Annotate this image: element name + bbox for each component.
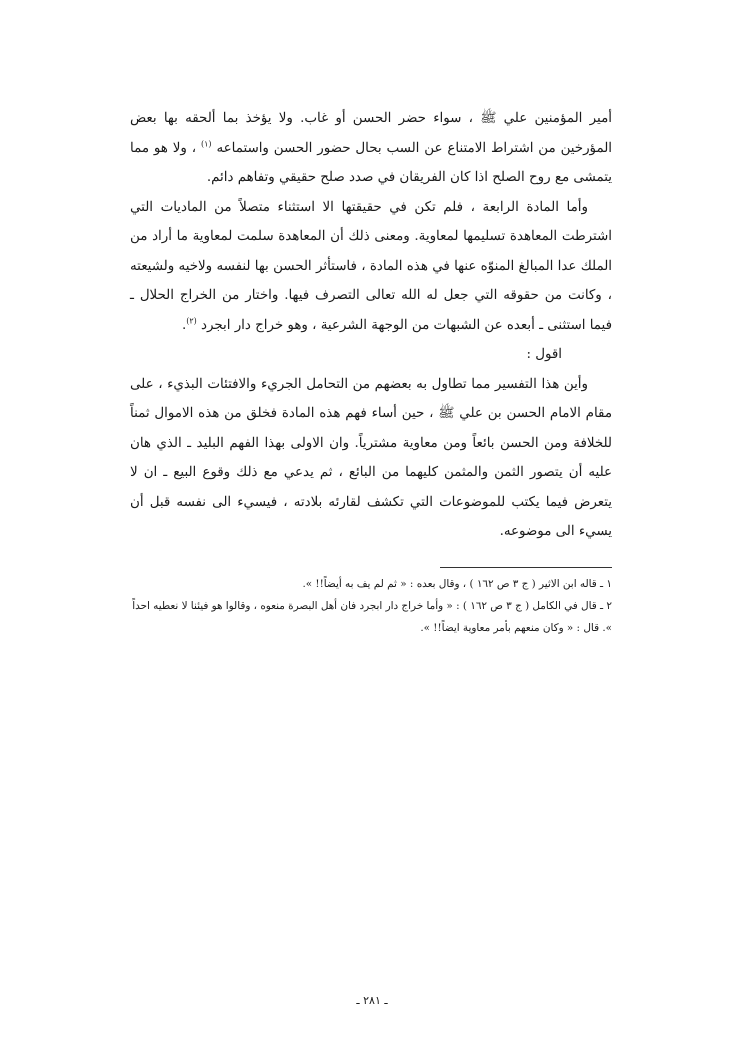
- footnote-ref-2: (٢): [186, 316, 197, 326]
- paragraph-1: [130, 104, 612, 193]
- section-heading: اقول :: [526, 347, 562, 362]
- footnotes: [130, 573, 612, 639]
- main-text: [130, 104, 612, 547]
- paragraph-1-text: أمير المؤمنين علي ﷺ ، سواء حضر الحسن أو غاب. ولا يؤخذ بما ألحقه بها بعض المؤرخين من اشتراط الامتناع عن السب بحال حضور الحسن واستماعه: [130, 111, 613, 156]
- paragraph-2-end: .: [181, 317, 187, 333]
- paragraph-2: [130, 193, 612, 341]
- footnote-divider: [440, 567, 612, 568]
- paragraph-3: وأين هذا التفسير مما تطاول به بعضهم من التحامل الجريء والافتئات البذيء ، على مقام الامام الحسن بن علي ﷺ ، حين أساء فهم هذه المادة فخلق من هذه الاموال ثمناً للخلافة ومن الحسن بائعاً ومن معاوية مشترياً. وان الاولى بهذا الفهم البليد ـ الذي هان عليه أن يتصور الثمن والمثمن كليهما من البائع ، ثم يدعي مع ذلك وقوع البيع ـ ان لا يتعرض فيما يكتب للموضوعات التي تكشف لقارئه بلادته ، فيسيء الى نفسه قبل أن يسيء الى موضوعه.: [130, 376, 612, 539]
- page-number: ـ ٢٨١ ـ: [356, 994, 388, 1007]
- footnote-ref-1: (١): [201, 139, 212, 149]
- paragraph-2-text: وأما المادة الرابعة ، فلم تكن في حقيقتها الا استثناء متصلاً من الماديات التي اشترطت المعاهدة تسليمها لمعاوية. ومعنى ذلك أن المعاهدة سلمت لمعاوية ما أراد من الملك عدا المبالغ المنوّه عنها في هذه المادة ، فاستأثر الحسن بها لنفسه ولاخيه ولشيعته ، وكانت من حقوقه التي جعل له الله تعالى التصرف فيها. واختار من الخراج الحلال ـ فيما استثنى ـ أبعده عن الشبهات من الوجهة الشرعية ، وهو خراج دار ابجرد: [130, 199, 612, 333]
- footnote-2: ٢ ـ قال في الكامل ( ج ٣ ص ١٦٢ ) : « وأما خراج دار ابجرد فان أهل البصرة منعوه ، وقالوا هو فيئنا لا نعطيه احداً ». قال : « وكان منعهم بأمر معاوية ايضاً!! ».: [132, 600, 612, 634]
- paragraph-1-end: ، ولا هو مما يتمشى مع روح الصلح اذا كان الفريقان في صدد صلح حقيقي وتفاهم دائم.: [130, 140, 612, 185]
- footnote-1: ١ ـ قاله ابن الاثير ( ج ٣ ص ١٦٢ ) ، وقال بعده : « ثم لم يف به أيضاً!! ».: [302, 578, 612, 590]
